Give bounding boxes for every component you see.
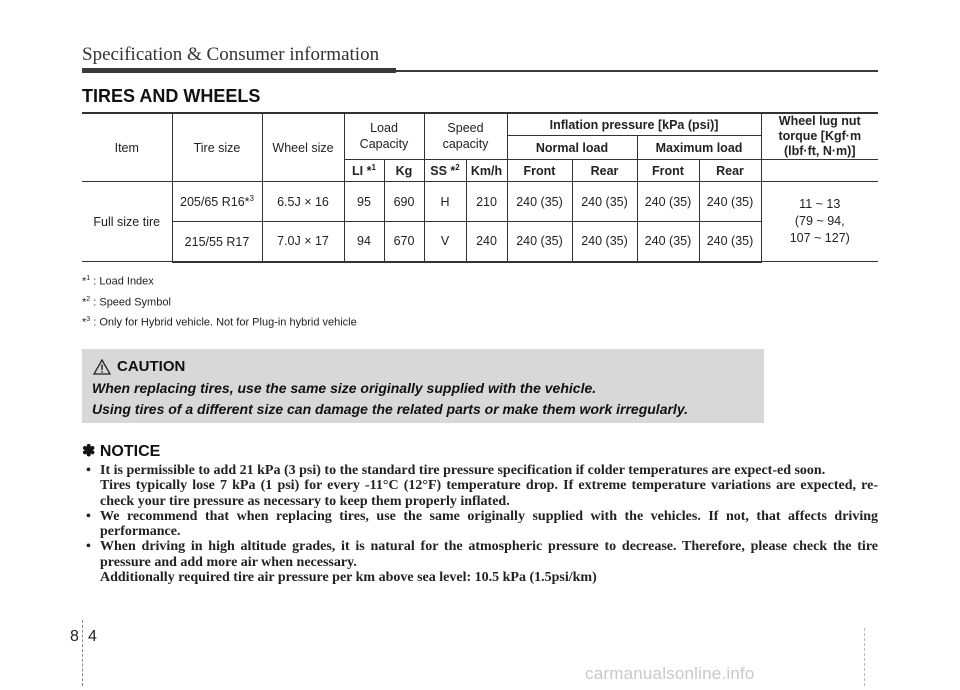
cell-li: 94 [344,222,384,262]
cell-kg: 690 [384,182,424,222]
th-maximum-load: Maximum load [637,136,761,160]
cell-tire-size: 205/65 R16*$^3$ [172,182,262,222]
notice-text: When driving in high altitude grades, it is natural for the atmospheric pressure to decrease. Therefore, please check the tire pressure and add more air when necessary. [100,539,878,570]
notice-title: ✽ NOTICE [82,443,161,460]
th-max-front: Front [637,160,699,182]
header-title: Specification & Consumer information [82,44,380,65]
th-load-capacity: Load Capacity [344,113,424,160]
page-number: 4 [88,628,97,645]
caution-line-1: When replacing tires, use the same size originally supplied with the vehicle. [92,380,597,396]
notice-list [82,463,878,585]
th-normal-load: Normal load [507,136,637,160]
row-label: Full size tire [82,182,172,262]
warning-triangle-icon [93,359,111,375]
th-kmh: Km/h [466,160,507,182]
th-ss: SS *$^2$ [424,160,466,182]
cell-torque: 11 ~ 13 (79 ~ 94, 107 ~ 127) [761,182,878,262]
bullet-icon: • [86,463,91,478]
th-speed-capacity: Speed capacity [424,113,507,160]
cell-kmh: 210 [466,182,507,222]
cell-wheel-size: 6.5J × 16 [262,182,344,222]
cell-kg: 670 [384,222,424,262]
page-margin-line-right [864,628,865,686]
cell-ss: V [424,222,466,262]
section-title: TIRES AND WHEELS [82,86,261,106]
cell-max-rear: 240 (35) [699,182,761,222]
notice-text: It is permissible to add 21 kPa (3 psi) to the standard tire pressure specification if colder temperatures are expect-ed soon. [100,463,826,478]
cell-wheel-size: 7.0J × 17 [262,222,344,262]
th-torque-spacer [761,160,878,182]
notice-item [82,463,878,509]
cell-normal-rear: 240 (35) [572,222,637,262]
th-wheel-size: Wheel size [262,113,344,182]
bullet-icon: • [86,539,91,555]
cell-normal-front: 240 (35) [507,222,572,262]
cell-max-front: 240 (35) [637,182,699,222]
th-tire-size: Tire size [172,113,262,182]
caution-box [82,349,764,423]
cell-max-front: 240 (35) [637,222,699,262]
cell-li: 95 [344,182,384,222]
th-item: Item [82,113,172,182]
notice-item [82,539,878,585]
cell-kmh: 240 [466,222,507,262]
cell-normal-rear: 240 (35) [572,182,637,222]
th-li: LI *$^1$ [344,160,384,182]
footnote-3: *$^3$ : Only for Hybrid vehicle. Not for Plug-in hybrid vehicle [82,316,357,329]
th-wheel-lug-nut-torque: Wheel lug nut torque [Kgf·m (lbf·ft, N·m)] [761,113,878,160]
notice-item [82,509,878,540]
th-normal-rear: Rear [572,160,637,182]
tires-wheels-table [82,112,878,263]
footnotes [82,270,357,332]
notice-text: We recommend that when replacing tires, use the same originally supplied with the vehicles. If not, that affects driving performance. [100,508,878,540]
th-normal-front: Front [507,160,572,182]
th-inflation-pressure: Inflation pressure [kPa (psi)] [507,113,761,136]
footnote-1: *$^1$ : Load Index [82,275,154,288]
cell-normal-front: 240 (35) [507,182,572,222]
th-kg: Kg [384,160,424,182]
header-bar [82,68,396,73]
notice-text: Tires typically lose 7 kPa (1 psi) for every -11°C (12°F) temperature drop. If extreme temperature variations are expected, re-check your tire pressure as necessary to keep them properly inflated. [100,478,878,509]
table-row [82,182,878,222]
cell-max-rear: 240 (35) [699,222,761,262]
watermark: carmanualsonline.info [585,664,755,683]
cell-ss: H [424,182,466,222]
footnote-2: *$^2$ : Speed Symbol [82,295,171,309]
page-margin-line [82,620,83,686]
table-row [82,222,878,262]
bullet-icon: • [86,508,91,524]
caution-title: CAUTION [117,358,186,375]
cell-tire-size: 215/55 R17 [172,222,262,262]
th-max-rear: Rear [699,160,761,182]
caution-line-2: Using tires of a different size can damage the related parts or make them work irregularly. [92,401,688,417]
notice-text: Additionally required tire air pressure per km above sea level: 10.5 kPa (1.5psi/km) [100,570,597,586]
chapter-number: 8 [70,628,79,645]
header-rule [396,70,878,72]
